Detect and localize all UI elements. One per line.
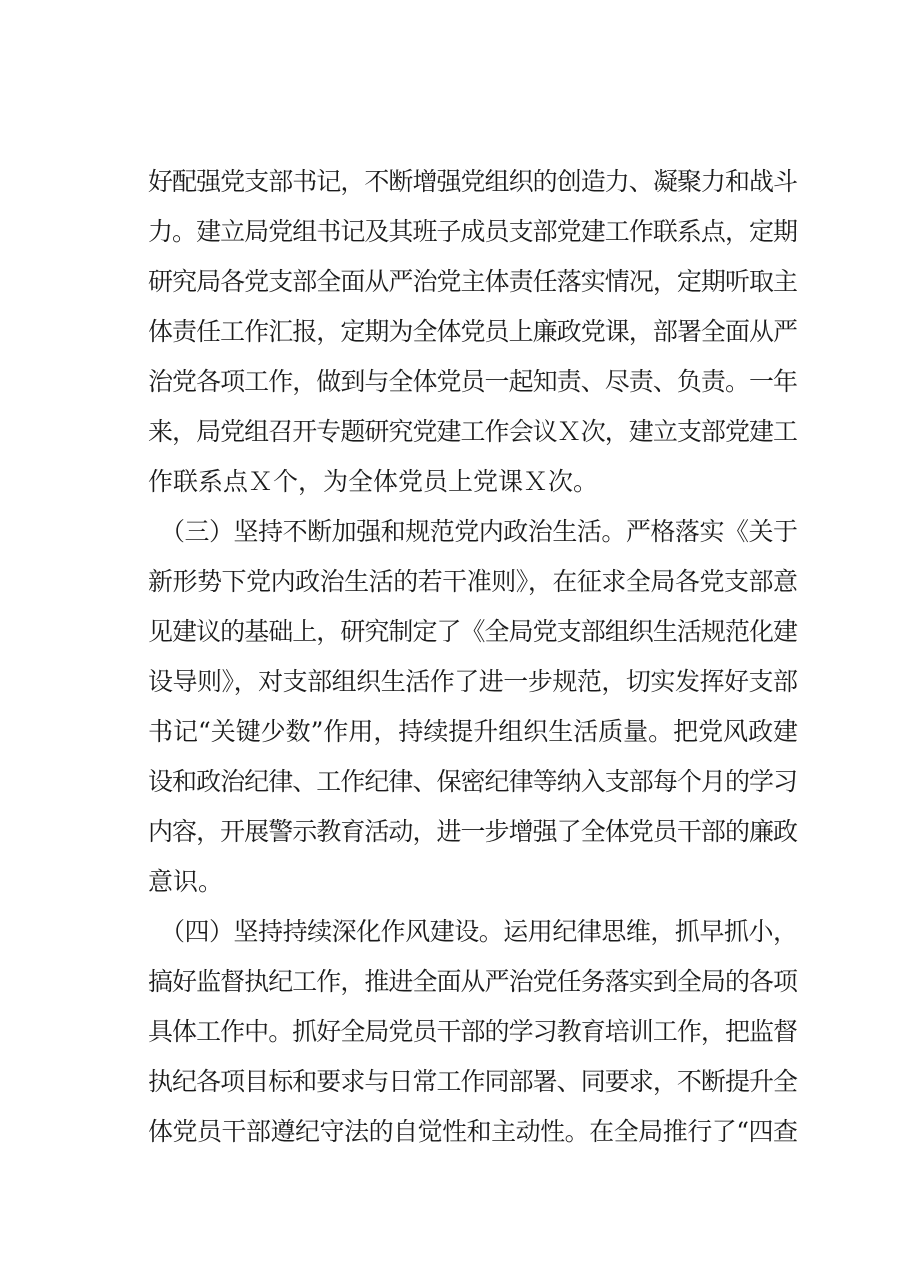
text-line [0,1012,909,1052]
line-text: 治党各项工作，做到与全体党员一起知责、尽责、负责。一年 [148,367,798,396]
line-text: 内容，开展警示教育活动，进一步增强了全体党员干部的廉政 [148,817,798,846]
text-line [0,612,909,652]
line-text: 搞好监督执纪工作，推进全面从严治党任务落实到全局的各项 [148,967,798,996]
line-text: 力。建立局党组书记及其班子成员支部党建工作联系点，定期 [148,217,798,246]
line-text: 具体工作中。抓好全局党员干部的学习教育培训工作，把监督 [148,1017,798,1046]
text-line [0,462,909,502]
line-text: （四）坚持持续深化作风建设。运用纪律思维，抓早抓小， [160,917,798,946]
line-text: 体责任工作汇报，定期为全体党员上廉政党课，部署全面从严 [148,317,798,346]
text-line [0,812,909,852]
line-text: 新形势下党内政治生活的若干准则》，在征求全局各党支部意 [148,567,798,596]
line-text: （三）坚持不断加强和规范党内政治生活。严格落实《关于 [160,517,798,546]
line-text: 体党员干部遵纪守法的自觉性和主动性。在全局推行了“四查 [148,1117,798,1146]
text-line [0,862,909,902]
text-line [0,362,909,402]
line-text: 研究局各党支部全面从严治党主体责任落实情况，定期听取主 [148,267,798,296]
text-line [0,562,909,602]
text-line [0,262,909,302]
text-line [0,312,909,352]
text-line [0,962,909,1002]
line-text: 设导则》，对支部组织生活作了进一步规范，切实发挥好支部 [148,667,798,696]
line-text: 来，局党组召开专题研究党建工作会议Ｘ次，建立支部党建工 [148,417,798,446]
text-line [0,712,909,752]
line-text: 好配强党支部书记，不断增强党组织的创造力、凝聚力和战斗 [148,167,798,196]
text-line [0,212,909,252]
text-line [0,762,909,802]
text-line [0,412,909,452]
line-text: 作联系点Ｘ个，为全体党员上党课Ｘ次。 [148,467,599,496]
text-line [0,1112,909,1152]
line-text: 书记“关键少数”作用，持续提升组织生活质量。把党风政建 [148,717,799,746]
line-text: 见建议的基础上，研究制定了《全局党支部组织生活规范化建 [148,617,798,646]
line-text: 设和政治纪律、工作纪律、保密纪律等纳入支部每个月的学习 [148,767,798,796]
text-line [0,512,909,552]
text-line [0,912,909,952]
text-line [0,1062,909,1102]
line-text: 意识。 [148,867,224,896]
text-line [0,162,909,202]
line-text: 执纪各项目标和要求与日常工作同部署、同要求，不断提升全 [148,1067,798,1096]
text-line [0,662,909,702]
